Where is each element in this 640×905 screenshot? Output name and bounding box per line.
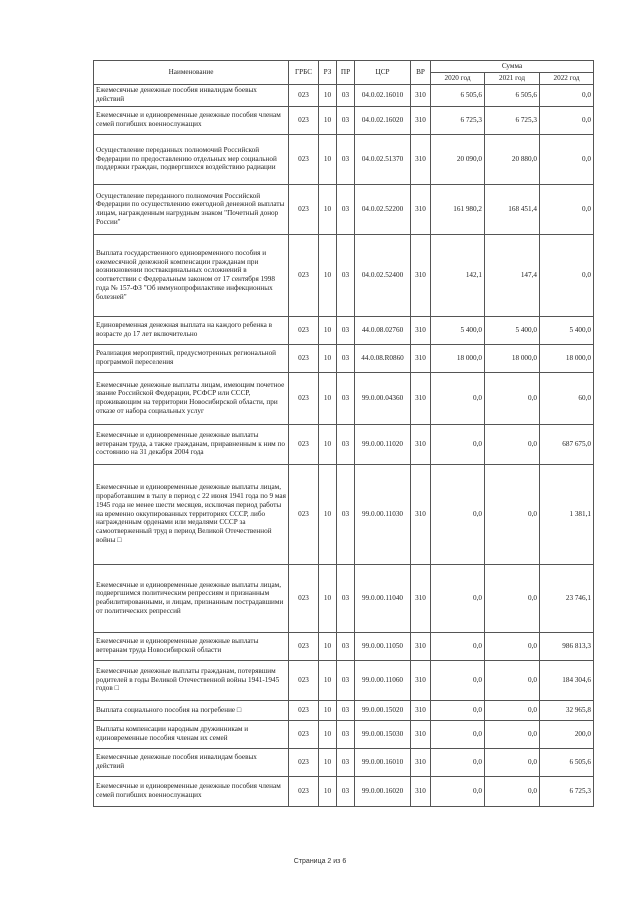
cell-rz: 10: [319, 776, 337, 806]
cell-2022: 0,0: [540, 84, 594, 106]
cell-rz: 10: [319, 464, 337, 564]
cell-2020: 0,0: [431, 632, 485, 660]
table-row: [94, 660, 594, 700]
cell-csr: 99.0.00.11050: [355, 632, 411, 660]
cell-csr: 44.0.08.R0860: [355, 344, 411, 372]
cell-vr: 310: [411, 700, 431, 720]
cell-grbs: 023: [289, 134, 319, 184]
cell-2020: 0,0: [431, 424, 485, 464]
cell-name: Выплата государственного единовременного пособия и ежемесячной денежной компенсации гражданам при возникновении поствакцинальных осложнений в соответствии с Федеральным законом от 17 сентября 1998 года № 157-ФЗ "Об иммунопрофилактике инфекционных болезней": [94, 234, 289, 316]
cell-pr: 03: [337, 424, 355, 464]
cell-2021: 6 725,3: [485, 106, 540, 134]
cell-vr: 310: [411, 660, 431, 700]
cell-pr: 03: [337, 106, 355, 134]
cell-2020: 5 400,0: [431, 316, 485, 344]
cell-2020: 0,0: [431, 464, 485, 564]
cell-name: Ежемесячные и единовременные денежные пособия членам семей погибших военнослужащих: [94, 106, 289, 134]
cell-vr: 310: [411, 372, 431, 424]
cell-csr: 99.0.00.11020: [355, 424, 411, 464]
cell-rz: 10: [319, 748, 337, 776]
cell-pr: 03: [337, 776, 355, 806]
cell-rz: 10: [319, 372, 337, 424]
cell-rz: 10: [319, 344, 337, 372]
cell-rz: 10: [319, 106, 337, 134]
cell-rz: 10: [319, 700, 337, 720]
table-row: [94, 632, 594, 660]
cell-2022: 0,0: [540, 184, 594, 234]
cell-rz: 10: [319, 424, 337, 464]
cell-vr: 310: [411, 106, 431, 134]
cell-vr: 310: [411, 564, 431, 632]
cell-grbs: 023: [289, 372, 319, 424]
cell-2022: 32 965,8: [540, 700, 594, 720]
cell-csr: 04.0.02.52200: [355, 184, 411, 234]
cell-pr: 03: [337, 134, 355, 184]
cell-csr: 99.0.00.11040: [355, 564, 411, 632]
cell-name: Ежемесячные денежные выплаты гражданам, потерявшим родителей в годы Великой Отечественной войны 1941-1945 годов □: [94, 660, 289, 700]
cell-pr: 03: [337, 632, 355, 660]
col-header-2022: 2022 год: [540, 72, 594, 84]
cell-name: Ежемесячные и единовременные денежные выплаты лицам, подвергшимся политическим репрессиям и признанным реабилитированными, и лицам, признанным пострадавшими от политических репрессий: [94, 564, 289, 632]
cell-grbs: 023: [289, 700, 319, 720]
cell-csr: 99.0.00.16010: [355, 748, 411, 776]
cell-pr: 03: [337, 234, 355, 316]
cell-2021: 20 880,0: [485, 134, 540, 184]
cell-rz: 10: [319, 632, 337, 660]
cell-pr: 03: [337, 84, 355, 106]
cell-2022: 0,0: [540, 106, 594, 134]
cell-2021: 5 400,0: [485, 316, 540, 344]
cell-pr: 03: [337, 660, 355, 700]
table-row: [94, 234, 594, 316]
cell-vr: 310: [411, 134, 431, 184]
cell-2020: 161 980,2: [431, 184, 485, 234]
cell-2021: 0,0: [485, 660, 540, 700]
cell-2021: 0,0: [485, 464, 540, 564]
cell-name: Осуществление переданных полномочий Российской Федерации по предоставлению отдельных мер социальной поддержки граждан, подвергшихся воздействию радиации: [94, 134, 289, 184]
cell-pr: 03: [337, 372, 355, 424]
cell-name: Реализация мероприятий, предусмотренных региональной программой переселения: [94, 344, 289, 372]
cell-vr: 310: [411, 748, 431, 776]
table-row: [94, 134, 594, 184]
cell-pr: 03: [337, 564, 355, 632]
cell-2020: 6 725,3: [431, 106, 485, 134]
cell-pr: 03: [337, 720, 355, 748]
cell-2021: 0,0: [485, 748, 540, 776]
cell-grbs: 023: [289, 748, 319, 776]
cell-rz: 10: [319, 134, 337, 184]
cell-csr: 99.0.00.15030: [355, 720, 411, 748]
cell-csr: 04.0.02.52400: [355, 234, 411, 316]
cell-2022: 0,0: [540, 134, 594, 184]
cell-2021: 18 000,0: [485, 344, 540, 372]
cell-pr: 03: [337, 184, 355, 234]
table-row: [94, 184, 594, 234]
col-header-name: Наименование: [94, 61, 289, 85]
cell-name: Ежемесячные денежные выплаты лицам, имеющим почетное звание Российской Федерации, РСФСР или СССР, проживающим на территории Новосибирской области, при отказе от набора социальных услуг: [94, 372, 289, 424]
cell-grbs: 023: [289, 106, 319, 134]
cell-2020: 0,0: [431, 372, 485, 424]
cell-2021: 147,4: [485, 234, 540, 316]
cell-pr: 03: [337, 700, 355, 720]
cell-name: Ежемесячные денежные пособия инвалидам боевых действий: [94, 84, 289, 106]
table-row: [94, 564, 594, 632]
col-header-vr: ВР: [411, 61, 431, 85]
cell-2022: 6 505,6: [540, 748, 594, 776]
cell-2020: 0,0: [431, 776, 485, 806]
table-row: [94, 372, 594, 424]
table-body: [94, 84, 594, 806]
cell-2022: 5 400,0: [540, 316, 594, 344]
cell-rz: 10: [319, 316, 337, 344]
table-row: [94, 464, 594, 564]
cell-csr: 99.0.00.16020: [355, 776, 411, 806]
table-row: [94, 84, 594, 106]
cell-2020: 0,0: [431, 660, 485, 700]
cell-grbs: 023: [289, 316, 319, 344]
cell-2021: 0,0: [485, 372, 540, 424]
cell-2020: 142,1: [431, 234, 485, 316]
cell-grbs: 023: [289, 344, 319, 372]
cell-csr: 99.0.00.04360: [355, 372, 411, 424]
cell-vr: 310: [411, 632, 431, 660]
table-row: [94, 106, 594, 134]
cell-2020: 0,0: [431, 700, 485, 720]
col-header-2021: 2021 год: [485, 72, 540, 84]
cell-2022: 1 381,1: [540, 464, 594, 564]
budget-table: [93, 60, 594, 807]
cell-2020: 0,0: [431, 720, 485, 748]
cell-name: Ежемесячные и единовременные денежные выплаты ветеранам труда, а также гражданам, приравненным к ним по состоянию на 31 декабря 2004 года: [94, 424, 289, 464]
cell-grbs: 023: [289, 776, 319, 806]
cell-2021: 6 505,6: [485, 84, 540, 106]
cell-vr: 310: [411, 424, 431, 464]
cell-pr: 03: [337, 748, 355, 776]
cell-name: Ежемесячные денежные пособия инвалидам боевых действий: [94, 748, 289, 776]
table-row: [94, 776, 594, 806]
cell-name: Выплата социального пособия на погребение □: [94, 700, 289, 720]
cell-csr: 99.0.00.11060: [355, 660, 411, 700]
cell-2021: 0,0: [485, 700, 540, 720]
col-header-pr: ПР: [337, 61, 355, 85]
cell-2021: 168 451,4: [485, 184, 540, 234]
table-row: [94, 424, 594, 464]
cell-2022: 200,0: [540, 720, 594, 748]
cell-2020: 0,0: [431, 564, 485, 632]
cell-grbs: 023: [289, 184, 319, 234]
cell-grbs: 023: [289, 660, 319, 700]
cell-2022: 687 675,0: [540, 424, 594, 464]
cell-pr: 03: [337, 344, 355, 372]
cell-grbs: 023: [289, 424, 319, 464]
cell-rz: 10: [319, 720, 337, 748]
cell-name: Ежемесячные и единовременные денежные пособия членам семей погибших военнослужащих: [94, 776, 289, 806]
cell-name: Единовременная денежная выплата на каждого ребенка в возрасте до 17 лет включительно: [94, 316, 289, 344]
cell-rz: 10: [319, 184, 337, 234]
col-header-grbs: ГРБС: [289, 61, 319, 85]
cell-grbs: 023: [289, 234, 319, 316]
table-header: [94, 61, 594, 85]
cell-grbs: 023: [289, 464, 319, 564]
cell-pr: 03: [337, 464, 355, 564]
col-header-csr: ЦСР: [355, 61, 411, 85]
cell-vr: 310: [411, 184, 431, 234]
cell-name: Осуществление переданного полномочия Российской Федерации по осуществлению ежегодной денежной выплаты лицам, награжденным нагрудным знаком "Почетный донор России": [94, 184, 289, 234]
cell-2020: 20 090,0: [431, 134, 485, 184]
cell-name: Выплаты компенсации народным дружинникам и единовременные пособия членам их семей: [94, 720, 289, 748]
table-row: [94, 720, 594, 748]
cell-rz: 10: [319, 660, 337, 700]
cell-vr: 310: [411, 316, 431, 344]
cell-pr: 03: [337, 316, 355, 344]
cell-2022: 18 000,0: [540, 344, 594, 372]
table-row: [94, 748, 594, 776]
table-row: [94, 700, 594, 720]
cell-csr: 99.0.00.11030: [355, 464, 411, 564]
cell-csr: 04.0.02.16010: [355, 84, 411, 106]
cell-2020: 0,0: [431, 748, 485, 776]
cell-2022: 60,0: [540, 372, 594, 424]
cell-2022: 23 746,1: [540, 564, 594, 632]
cell-2022: 6 725,3: [540, 776, 594, 806]
cell-2021: 0,0: [485, 424, 540, 464]
cell-rz: 10: [319, 234, 337, 316]
page-footer: Страница 2 из 6: [293, 858, 347, 865]
cell-grbs: 023: [289, 84, 319, 106]
cell-vr: 310: [411, 776, 431, 806]
cell-2022: 184 304,6: [540, 660, 594, 700]
cell-2021: 0,0: [485, 776, 540, 806]
cell-2021: 0,0: [485, 564, 540, 632]
table-row: [94, 316, 594, 344]
col-header-rz: РЗ: [319, 61, 337, 85]
cell-vr: 310: [411, 84, 431, 106]
cell-vr: 310: [411, 464, 431, 564]
cell-rz: 10: [319, 564, 337, 632]
cell-vr: 310: [411, 720, 431, 748]
cell-2022: 0,0: [540, 234, 594, 316]
cell-csr: 04.0.02.51370: [355, 134, 411, 184]
cell-name: Ежемесячные и единовременные денежные выплаты лицам, проработавшим в тылу в период с 22 июня 1941 года по 9 мая 1945 года не менее шести месяцев, исключая период работы на временно оккупированных территориях СССР, либо награжденным орденами или медалями СССР за самоотверженный труд в период Великой Отечественной войны □: [94, 464, 289, 564]
cell-grbs: 023: [289, 632, 319, 660]
col-header-2020: 2020 год: [431, 72, 485, 84]
cell-2021: 0,0: [485, 632, 540, 660]
cell-grbs: 023: [289, 564, 319, 632]
cell-name: Ежемесячные и единовременные денежные выплаты ветеранам труда Новосибирской области: [94, 632, 289, 660]
cell-grbs: 023: [289, 720, 319, 748]
col-header-sum: Сумма: [431, 61, 594, 73]
cell-csr: 04.0.02.16020: [355, 106, 411, 134]
table-row: [94, 344, 594, 372]
cell-csr: 44.0.08.02760: [355, 316, 411, 344]
cell-2022: 986 813,3: [540, 632, 594, 660]
cell-vr: 310: [411, 234, 431, 316]
cell-2021: 0,0: [485, 720, 540, 748]
cell-2020: 6 505,6: [431, 84, 485, 106]
cell-csr: 99.0.00.15020: [355, 700, 411, 720]
cell-vr: 310: [411, 344, 431, 372]
cell-rz: 10: [319, 84, 337, 106]
cell-2020: 18 000,0: [431, 344, 485, 372]
